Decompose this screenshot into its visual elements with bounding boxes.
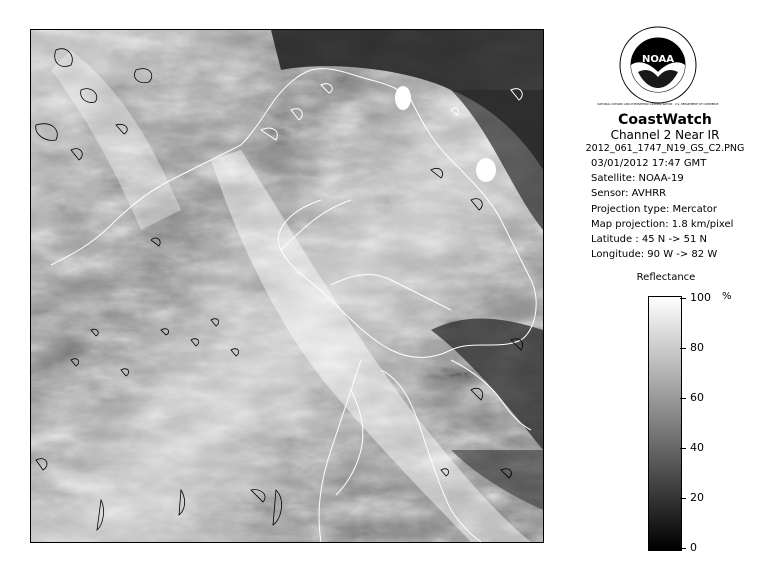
colorbar [648,296,682,551]
longitude-range: Longitude: 90 W -> 82 W [591,249,718,261]
colorbar-tick [680,348,686,349]
ice-patch-2 [476,158,496,182]
channel-name: Channel 2 Near IR [610,128,720,142]
colorbar-tick [680,298,686,299]
satellite-image [30,29,544,543]
colorbar-label: Reflectance [636,272,696,283]
colorbar-unit: % [722,291,732,302]
colorbar-tick-label: 60 [690,391,704,404]
latitude-range: Latitude : 45 N -> 51 N [591,234,707,246]
colorbar-tick-label: 40 [690,441,704,454]
product-title: CoastWatch [618,112,712,128]
noaa-logo-text: NOAA [641,54,675,65]
colorbar-tick-label: 0 [690,541,697,554]
colorbar-tick-label: 100 [690,291,711,304]
noaa-logo [597,22,719,108]
datetime: 03/01/2012 17:47 GMT [591,158,707,169]
map-projection: Map projection: 1.8 km/pixel [591,218,734,230]
colorbar-tick-label: 80 [690,341,704,354]
info-panel [560,112,770,262]
noaa-logo-ring-text: NATIONAL OCEANIC AND ATMOSPHERIC ADMINISTRATION · U.S. DEPARTMENT OF COMMERCE [597,103,719,106]
projection-type: Projection type: Mercator [591,203,717,215]
noaa-logo-svg [597,22,719,108]
file-name: 2012_061_1747_N19_GS_C2.PNG [585,143,745,154]
colorbar-tick [680,548,686,549]
colorbar-tick-label: 20 [690,491,704,504]
sensor: Sensor: AVHRR [591,188,667,200]
colorbar-tick [680,398,686,399]
colorbar-tick [680,448,686,449]
satellite-map-svg [31,30,543,542]
satellite: Satellite: NOAA-19 [591,173,684,185]
colorbar-tick [680,498,686,499]
